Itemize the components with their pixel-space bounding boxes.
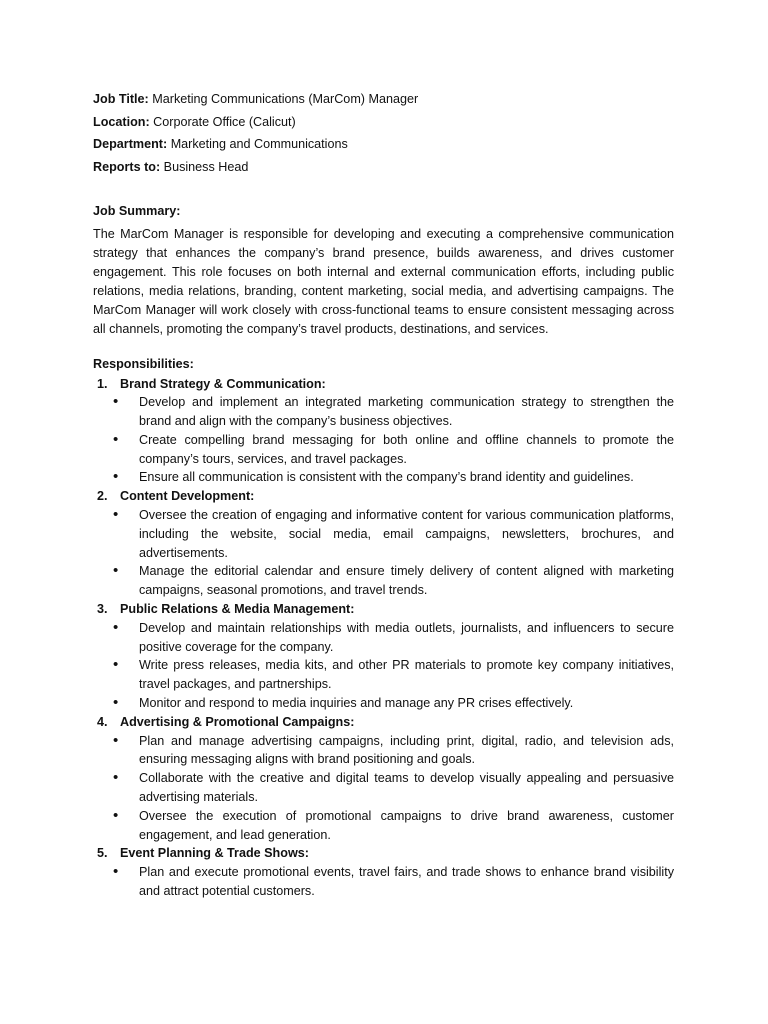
bullet-text: Collaborate with the creative and digital teams to develop visually appealing and persuasive advertising materials. bbox=[139, 771, 674, 805]
bullet-text: Oversee the creation of engaging and informative content for various communication platforms, including the website, social media, email campaigns, newsletters, brochures, and advertisements. bbox=[139, 508, 674, 560]
responsibility-section bbox=[93, 600, 674, 713]
bullet-text: Develop and implement an integrated marketing communication strategy to strengthen the brand and align with the company’s business objectives. bbox=[139, 395, 674, 429]
bullet-list bbox=[93, 619, 674, 713]
bullet-icon: • bbox=[113, 656, 119, 674]
bullet-icon: • bbox=[113, 562, 119, 580]
job-title-value: Marketing Communications (MarCom) Manager bbox=[152, 92, 419, 106]
section-heading bbox=[93, 713, 674, 732]
list-item bbox=[93, 619, 674, 657]
bullet-text: Oversee the execution of promotional campaigns to drive brand awareness, customer engagement, and lead generation. bbox=[139, 808, 674, 842]
section-heading bbox=[93, 600, 674, 619]
bullet-text: Ensure all communication is consistent with the company’s brand identity and guidelines. bbox=[139, 470, 634, 485]
reports-value: Business Head bbox=[163, 159, 249, 174]
document-page bbox=[93, 88, 674, 901]
list-item bbox=[93, 769, 674, 807]
list-item bbox=[93, 393, 674, 431]
reports-label: Reports to: bbox=[93, 159, 161, 174]
section-title: Public Relations & Media Management: bbox=[120, 602, 355, 617]
list-item bbox=[93, 562, 674, 600]
list-item bbox=[93, 656, 674, 694]
section-heading bbox=[93, 844, 674, 863]
bullet-icon: • bbox=[113, 731, 119, 749]
list-item bbox=[93, 732, 674, 770]
section-number: 4. bbox=[97, 714, 108, 729]
bullet-icon: • bbox=[113, 430, 119, 448]
responsibilities-heading: Responsibilities: bbox=[93, 356, 194, 371]
responsibility-section bbox=[93, 375, 674, 488]
section-number: 1. bbox=[97, 376, 108, 391]
job-summary-text: The MarCom Manager is responsible for developing and executing a comprehensive communication strategy that enhances the company’s brand presence, builds awareness, and drives customer engagement. This role focuses on both internal and external communication efforts, including public relations, media relations, branding, content marketing, social media, and advertising campaigns. The MarCom Manager will work closely with cross-functional teams to ensure consistent messaging across all channels, promoting the company’s travel products, destinations, and services. bbox=[93, 226, 674, 336]
bullet-icon: • bbox=[113, 769, 119, 787]
list-item bbox=[93, 468, 674, 487]
location-line bbox=[93, 111, 674, 134]
bullet-icon: • bbox=[113, 468, 119, 486]
section-title: Advertising & Promotional Campaigns: bbox=[120, 714, 355, 729]
section-title: Content Development: bbox=[120, 489, 255, 504]
bullet-icon: • bbox=[113, 506, 119, 524]
list-item bbox=[93, 506, 674, 562]
responsibility-section bbox=[93, 713, 674, 845]
section-number: 2. bbox=[97, 489, 108, 504]
responsibility-section bbox=[93, 844, 674, 900]
bullet-icon: • bbox=[113, 393, 119, 411]
list-item bbox=[93, 431, 674, 469]
bullet-text: Create compelling brand messaging for both online and offline channels to promote the company’s tours, services, and travel packages. bbox=[139, 432, 674, 466]
department-line bbox=[93, 133, 674, 156]
location-value: Corporate Office (Calicut) bbox=[153, 114, 296, 129]
department-value: Marketing and Communications bbox=[170, 137, 348, 151]
section-title: Event Planning & Trade Shows: bbox=[120, 846, 309, 861]
bullet-text: Plan and execute promotional events, travel fairs, and trade shows to enhance brand visibility and attract potential customers. bbox=[139, 865, 674, 899]
bullet-icon: • bbox=[113, 618, 119, 636]
bullet-list bbox=[93, 393, 674, 487]
bullet-text: Monitor and respond to media inquiries and manage any PR crises effectively. bbox=[139, 696, 574, 711]
bullet-text: Manage the editorial calendar and ensure timely delivery of content aligned with marketing campaigns, seasonal promotions, and travel trends. bbox=[139, 564, 674, 598]
job-title-label: Job Title: bbox=[93, 92, 149, 106]
section-title: Brand Strategy & Communication: bbox=[120, 376, 326, 391]
list-item bbox=[93, 694, 674, 713]
list-item bbox=[93, 807, 674, 845]
bullet-list bbox=[93, 863, 674, 901]
responsibilities-list bbox=[93, 375, 674, 901]
location-label: Location: bbox=[93, 114, 150, 129]
reports-line bbox=[93, 156, 674, 179]
section-number: 5. bbox=[97, 846, 108, 861]
bullet-icon: • bbox=[113, 694, 119, 712]
bullet-icon: • bbox=[113, 806, 119, 824]
section-heading bbox=[93, 487, 674, 506]
bullet-text: Write press releases, media kits, and other PR materials to promote key company initiatives, travel packages, and partnerships. bbox=[139, 658, 674, 692]
section-number: 3. bbox=[97, 602, 108, 617]
bullet-text: Plan and manage advertising campaigns, including print, digital, radio, and television ads, ensuring messaging aligns with brand positioning and goals. bbox=[139, 733, 674, 767]
bullet-icon: • bbox=[113, 863, 119, 881]
job-summary-heading: Job Summary: bbox=[93, 204, 181, 218]
responsibility-section bbox=[93, 487, 674, 600]
department-label: Department: bbox=[93, 137, 168, 151]
bullet-list bbox=[93, 506, 674, 600]
list-item bbox=[93, 863, 674, 901]
bullet-text: Develop and maintain relationships with media outlets, journalists, and influencers to secure positive coverage for the company. bbox=[139, 620, 674, 654]
bullet-list bbox=[93, 732, 674, 845]
section-heading bbox=[93, 375, 674, 394]
job-title-line bbox=[93, 88, 674, 111]
